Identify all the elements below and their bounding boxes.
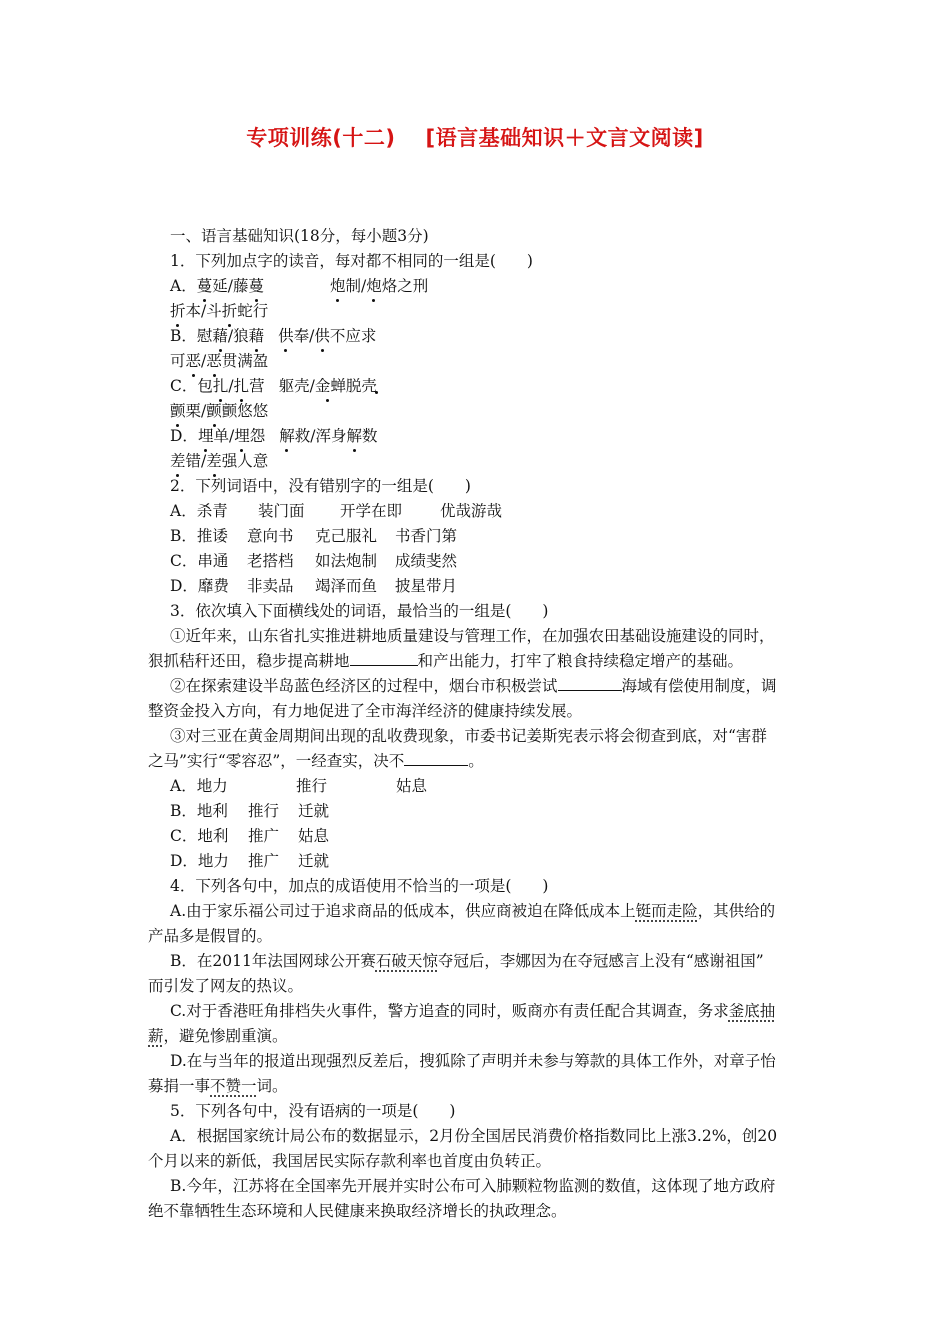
q5-option-a-cont: 个月以来的新低，我国居民实际存款利率也首度由负转正。 bbox=[148, 1152, 552, 1170]
q3-blank-3 bbox=[404, 750, 468, 766]
q2-stem: 2．下列词语中，没有错别字的一组是( ) bbox=[170, 477, 471, 495]
q4-option-b: B．在2011年法国网球公开赛石破天惊夺冠后，李娜因为在夺冠感言上没有“感谢祖国” bbox=[170, 952, 764, 970]
q4-option-c: C.对于香港旺角排档失火事件，警方追查的同时，贩商亦有责任配合其调查，务求釜底抽 bbox=[170, 1002, 776, 1020]
q3-stem: 3．依次填入下面横线处的词语，最恰当的一组是( ) bbox=[170, 602, 549, 620]
q3-passage-3: ③对三亚在黄金周期间出现的乱收费现象，市委书记姜斯宪表示将会彻查到底，对“害群 bbox=[170, 727, 767, 745]
q3-passage-2-cont: 整资金投入方向，有力地促进了全市海洋经济的健康持续发展。 bbox=[148, 702, 583, 720]
q4-option-c-cont: 薪，避免惨剧重演。 bbox=[148, 1027, 288, 1045]
q3-passage-2: ②在探索建设半岛蓝色经济区的过程中，烟台市积极尝试 海域有偿使用制度，调 bbox=[170, 677, 777, 695]
q3-option-d: D．地力 推广 迁就 bbox=[170, 852, 330, 870]
q1-option-d-cont: 差错/差强人意 bbox=[170, 449, 812, 474]
q5-option-a: A．根据国家统计局公布的数据显示，2月份全国居民消费价格指数同比上涨3.2%，创20 bbox=[170, 1127, 778, 1145]
q2-option-b: B．推诿 意向书 克己服礼 书香门第 bbox=[170, 527, 458, 545]
q3-passage-3-cont: 之马”实行“零容忍”，一经查实，决不 。 bbox=[148, 752, 484, 770]
q1-option-b: B．慰藉/狼藉 供奉/供不应求 bbox=[170, 324, 812, 349]
q1-option-a: A．蔓延/藤蔓 炮制/炮烙之刑 bbox=[170, 274, 812, 299]
q3-blank-2 bbox=[558, 675, 622, 691]
q2-option-d: D．靡费 非卖品 竭泽而鱼 披星带月 bbox=[170, 577, 458, 595]
q3-option-b: B．地利 推行 迁就 bbox=[170, 802, 330, 820]
q4-option-b-cont: 而引发了网友的热议。 bbox=[148, 977, 304, 995]
q3-option-c: C．地利 推广 姑息 bbox=[170, 827, 330, 845]
q5-stem: 5．下列各句中，没有语病的一项是( ) bbox=[170, 1102, 456, 1120]
q1-option-b-cont: 可恶/恶贯满盈 bbox=[170, 349, 812, 374]
q1-stem: 1．下列加点字的读音，每对都不相同的一组是( ) bbox=[170, 252, 533, 270]
q2-option-a: A．杀青 装门面 开学在即 优哉游哉 bbox=[170, 502, 503, 520]
q4-option-a-cont: 产品多是假冒的。 bbox=[148, 927, 273, 945]
q4-option-d: D.在与当年的报道出现强烈反差后，搜狐除了声明并未参与筹款的具体工作外，对章子怡 bbox=[170, 1052, 776, 1070]
q4-dotted-idiom-c: 釜底抽 bbox=[728, 1002, 776, 1020]
q4-dotted-idiom-b: 石破天惊 bbox=[375, 952, 438, 970]
q1-option-d: D．埋单/埋怨 解救/浑身解数 bbox=[170, 424, 812, 449]
page-title bbox=[0, 122, 950, 152]
q4-stem: 4．下列各句中，加点的成语使用不恰当的一项是( ) bbox=[170, 877, 549, 895]
q5-option-b-cont: 绝不靠牺牲生态环境和人民健康来换取经济增长的执政理念。 bbox=[148, 1202, 567, 1220]
section-heading: 一、语言基础知识(18分，每小题3分) bbox=[170, 227, 429, 245]
q1-option-c: C．包扎/扎营 躯壳/金蝉脱壳 bbox=[170, 374, 812, 399]
q4-option-a: A.由于家乐福公司过于追求商品的低成本，供应商被迫在降低成本上铤而走险，其供给的 bbox=[170, 902, 776, 920]
q4-dotted-idiom-a: 铤而走险 bbox=[635, 902, 698, 920]
q1-option-a-cont: 折本/斗折蛇行 bbox=[170, 299, 812, 324]
question-content bbox=[148, 224, 812, 1224]
q3-blank-1 bbox=[350, 650, 418, 666]
q2-option-c: C．串通 老搭档 如法炮制 成绩斐然 bbox=[170, 552, 458, 570]
q3-option-a: A．地力 推行 姑息 bbox=[170, 777, 428, 795]
q1-option-c-cont: 颤栗/颤颤悠悠 bbox=[170, 399, 812, 424]
q3-passage-1-cont: 狠抓秸秆还田，稳步提高耕地 和产出能力，打牢了粮食持续稳定增产的基础。 bbox=[148, 652, 744, 670]
q3-passage-1: ①近年来，山东省扎实推进耕地质量建设与管理工作，在加强农田基础设施建设的同时， bbox=[170, 627, 775, 645]
title-main: 专项训练(十二) bbox=[246, 126, 396, 150]
q4-option-d-cont: 募捐一事不赞一词。 bbox=[148, 1077, 288, 1095]
q5-option-b: B.今年，江苏将在全国率先开展并实时公布可入肺颗粒物监测的数值，这体现了地方政府 bbox=[170, 1177, 776, 1195]
q4-dotted-idiom-d: 不赞一 bbox=[210, 1077, 257, 1095]
title-sub: [语言基础知识＋文言文阅读] bbox=[425, 126, 704, 150]
